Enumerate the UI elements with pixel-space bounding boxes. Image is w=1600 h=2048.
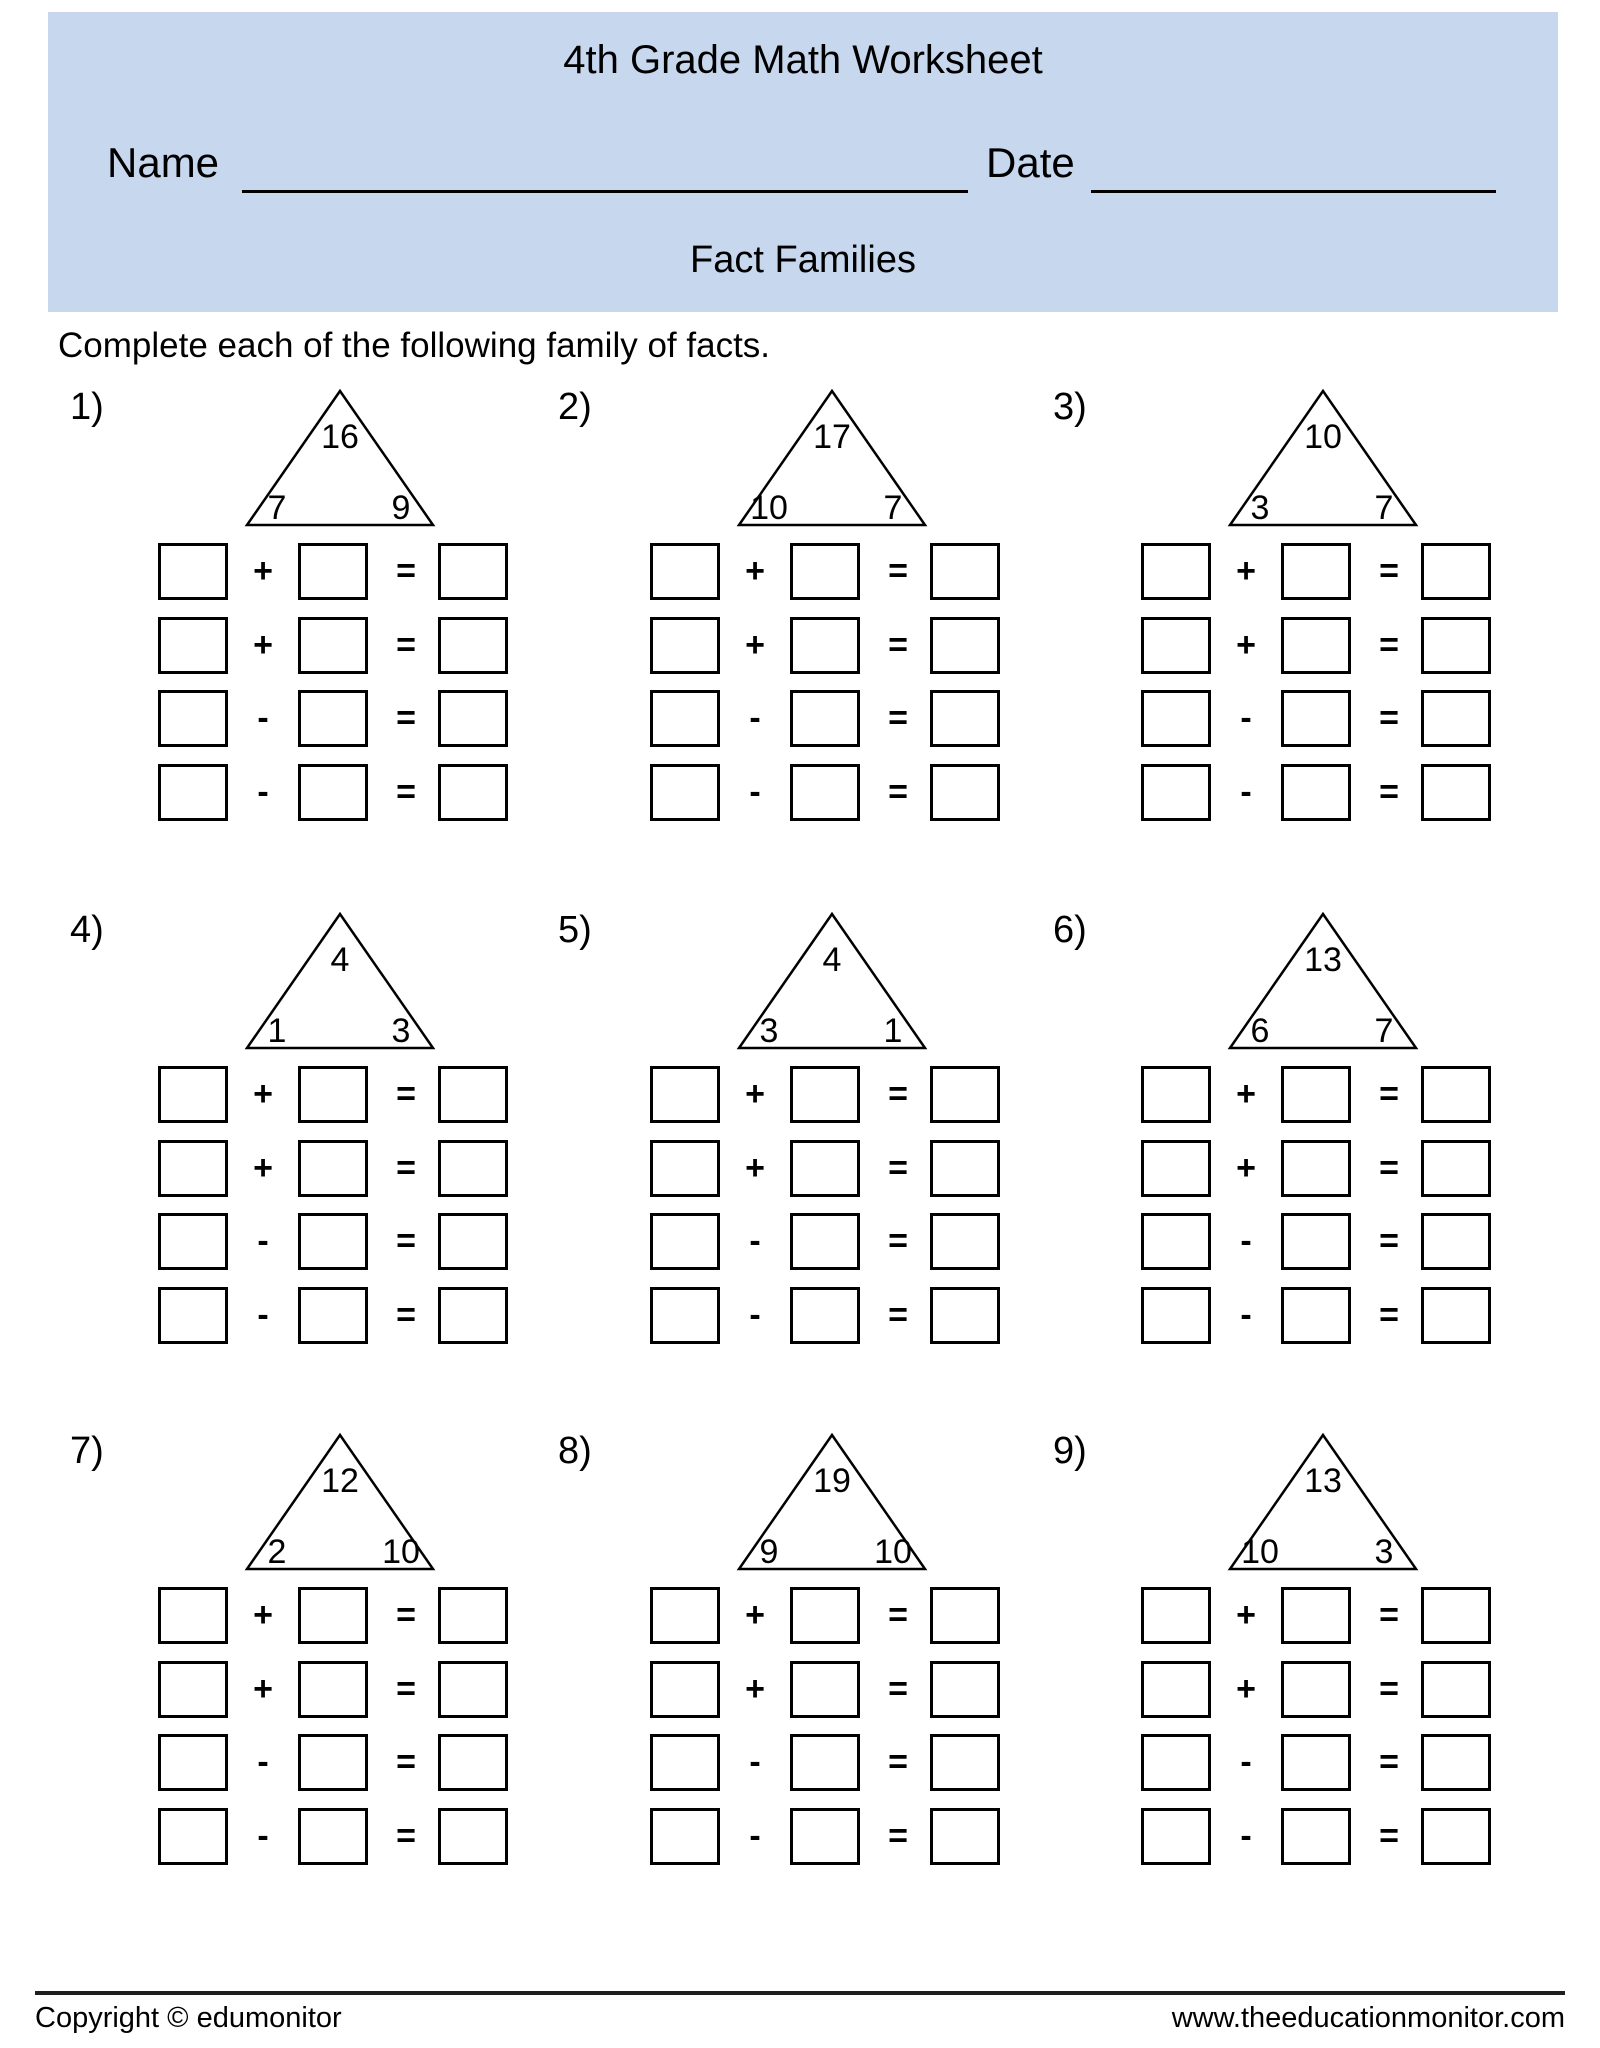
equation-row (650, 1287, 1002, 1344)
answer-box-first[interactable] (650, 617, 720, 674)
triangle-right-number: 10 (874, 1533, 912, 1571)
answer-box-result[interactable] (1421, 617, 1491, 674)
answer-box-result[interactable] (1421, 1287, 1491, 1344)
triangle-right-number: 7 (1374, 1012, 1394, 1050)
operator-sign: - (749, 699, 761, 737)
problem-block (1141, 1432, 1493, 1867)
equation-row (158, 1140, 510, 1197)
triangle-left-number: 1 (267, 1012, 287, 1050)
equation-row (158, 1287, 510, 1344)
answer-box-first[interactable] (1141, 1734, 1211, 1791)
answer-box-result[interactable] (930, 1066, 1000, 1123)
answer-box-result[interactable] (1421, 1140, 1491, 1197)
answer-box-result[interactable] (438, 764, 508, 821)
equation-row (650, 1808, 1002, 1865)
answer-box-second[interactable] (298, 1587, 368, 1644)
answer-box-second[interactable] (790, 543, 860, 600)
equation-row (158, 1213, 510, 1270)
operator-sign: + (1236, 552, 1256, 590)
answer-box-result[interactable] (930, 1140, 1000, 1197)
equals-sign: = (1379, 1149, 1399, 1187)
answer-box-result[interactable] (438, 1661, 508, 1718)
operator-sign: - (1240, 773, 1252, 811)
operator-sign: - (257, 1743, 269, 1781)
answer-box-first[interactable] (158, 1287, 228, 1344)
equation-row (1141, 764, 1493, 821)
triangle-right-number: 10 (382, 1533, 420, 1571)
equals-sign: = (396, 626, 416, 664)
answer-box-second[interactable] (790, 1734, 860, 1791)
equation-row (1141, 1213, 1493, 1270)
operator-sign: - (1240, 699, 1252, 737)
equals-sign: = (1379, 773, 1399, 811)
answer-box-result[interactable] (1421, 1808, 1491, 1865)
answer-box-first[interactable] (650, 1808, 720, 1865)
operator-sign: + (745, 626, 765, 664)
operator-sign: + (1236, 1670, 1256, 1708)
operator-sign: - (749, 773, 761, 811)
triangle-left-number: 9 (759, 1533, 779, 1571)
equation-row (650, 543, 1002, 600)
equals-sign: = (888, 1596, 908, 1634)
triangle-top-number: 10 (1304, 418, 1342, 456)
equation-row (650, 1140, 1002, 1197)
answer-box-second[interactable] (1281, 1140, 1351, 1197)
answer-box-result[interactable] (1421, 1587, 1491, 1644)
answer-box-second[interactable] (1281, 764, 1351, 821)
operator-sign: + (745, 1075, 765, 1113)
operator-sign: - (1240, 1296, 1252, 1334)
triangle-left-number: 3 (1250, 489, 1270, 527)
triangle-left-number: 2 (267, 1533, 287, 1571)
answer-box-second[interactable] (298, 1213, 368, 1270)
answer-box-second[interactable] (790, 1140, 860, 1197)
answer-box-first[interactable] (650, 1587, 720, 1644)
equals-sign: = (1379, 1075, 1399, 1113)
answer-box-first[interactable] (650, 1734, 720, 1791)
answer-box-result[interactable] (1421, 1213, 1491, 1270)
operator-sign: - (257, 699, 269, 737)
operator-sign: + (253, 1596, 273, 1634)
equals-sign: = (396, 699, 416, 737)
problem-label: 1) (70, 386, 104, 428)
equation-row (1141, 1066, 1493, 1123)
answer-box-second[interactable] (298, 1808, 368, 1865)
answer-box-result[interactable] (930, 543, 1000, 600)
answer-box-result[interactable] (930, 1587, 1000, 1644)
problem-label: 3) (1053, 386, 1087, 428)
operator-sign: - (749, 1817, 761, 1855)
answer-box-second[interactable] (790, 764, 860, 821)
equals-sign: = (1379, 626, 1399, 664)
operator-sign: + (1236, 1596, 1256, 1634)
operator-sign: + (253, 1149, 273, 1187)
answer-box-result[interactable] (438, 1587, 508, 1644)
answer-box-first[interactable] (1141, 1808, 1211, 1865)
problem-label: 6) (1053, 909, 1087, 951)
problem-label: 5) (558, 909, 592, 951)
answer-box-second[interactable] (298, 1140, 368, 1197)
name-blank-line[interactable] (242, 190, 968, 193)
answer-box-first[interactable] (158, 1808, 228, 1865)
answer-box-second[interactable] (298, 543, 368, 600)
triangle-left-number: 7 (267, 489, 287, 527)
answer-box-result[interactable] (930, 1808, 1000, 1865)
answer-box-result[interactable] (930, 1661, 1000, 1718)
footer-website: www.theeducationmonitor.com (1171, 2002, 1565, 2034)
answer-box-second[interactable] (790, 1587, 860, 1644)
problem-block (650, 1432, 1002, 1867)
answer-box-result[interactable] (930, 617, 1000, 674)
answer-box-first[interactable] (650, 1066, 720, 1123)
equation-row (1141, 1734, 1493, 1791)
problem-block (158, 388, 510, 823)
equals-sign: = (1379, 1596, 1399, 1634)
instruction-text: Complete each of the following family of facts. (58, 326, 771, 365)
answer-box-result[interactable] (930, 1734, 1000, 1791)
answer-box-result[interactable] (1421, 764, 1491, 821)
equals-sign: = (396, 1743, 416, 1781)
answer-box-first[interactable] (1141, 1661, 1211, 1718)
equation-row (158, 617, 510, 674)
answer-box-second[interactable] (298, 1734, 368, 1791)
answer-box-second[interactable] (790, 617, 860, 674)
answer-box-second[interactable] (1281, 543, 1351, 600)
equals-sign: = (888, 1222, 908, 1260)
equation-row (158, 1808, 510, 1865)
problem-label: 4) (70, 909, 104, 951)
equation-row (650, 617, 1002, 674)
answer-box-first[interactable] (158, 543, 228, 600)
triangle-top-number: 13 (1304, 1462, 1342, 1500)
equation-row (1141, 543, 1493, 600)
operator-sign: - (1240, 1222, 1252, 1260)
answer-box-first[interactable] (1141, 1140, 1211, 1197)
equals-sign: = (888, 1817, 908, 1855)
answer-box-result[interactable] (438, 1140, 508, 1197)
answer-box-second[interactable] (1281, 1066, 1351, 1123)
answer-box-result[interactable] (930, 1287, 1000, 1344)
operator-sign: + (745, 552, 765, 590)
operator-sign: + (253, 626, 273, 664)
answer-box-second[interactable] (790, 1066, 860, 1123)
equals-sign: = (396, 1817, 416, 1855)
triangle-top-number: 17 (813, 418, 851, 456)
triangle-left-number: 10 (1241, 1533, 1279, 1571)
equals-sign: = (1379, 1296, 1399, 1334)
equals-sign: = (888, 699, 908, 737)
operator-sign: + (1236, 1075, 1256, 1113)
operator-sign: - (749, 1296, 761, 1334)
operator-sign: - (749, 1222, 761, 1260)
footer-copyright: Copyright © edumonitor (35, 2002, 342, 2034)
answer-box-result[interactable] (438, 1808, 508, 1865)
equals-sign: = (888, 1075, 908, 1113)
operator-sign: - (749, 1743, 761, 1781)
equation-row (1141, 1661, 1493, 1718)
answer-box-second[interactable] (790, 1213, 860, 1270)
equation-row (158, 1661, 510, 1718)
answer-box-second[interactable] (790, 1661, 860, 1718)
answer-box-first[interactable] (650, 1661, 720, 1718)
equation-row (158, 1066, 510, 1123)
operator-sign: + (253, 552, 273, 590)
equals-sign: = (1379, 1817, 1399, 1855)
triangle-right-number: 9 (391, 489, 411, 527)
equation-row (158, 1587, 510, 1644)
equation-row (1141, 1587, 1493, 1644)
equals-sign: = (396, 1222, 416, 1260)
answer-box-first[interactable] (158, 690, 228, 747)
equals-sign: = (396, 1596, 416, 1634)
answer-box-second[interactable] (298, 1287, 368, 1344)
problem-label: 8) (558, 1430, 592, 1472)
answer-box-second[interactable] (1281, 1213, 1351, 1270)
triangle-right-number: 3 (391, 1012, 411, 1050)
answer-box-first[interactable] (158, 1587, 228, 1644)
operator-sign: + (745, 1596, 765, 1634)
equation-row (650, 1066, 1002, 1123)
problem-block (650, 388, 1002, 823)
answer-box-first[interactable] (650, 1140, 720, 1197)
operator-sign: - (1240, 1743, 1252, 1781)
triangle-top-number: 12 (321, 1462, 359, 1500)
equals-sign: = (1379, 1743, 1399, 1781)
answer-box-first[interactable] (650, 543, 720, 600)
operator-sign: - (257, 1296, 269, 1334)
equation-row (650, 1587, 1002, 1644)
answer-box-result[interactable] (438, 617, 508, 674)
equals-sign: = (1379, 1670, 1399, 1708)
triangle-top-number: 13 (1304, 941, 1342, 979)
answer-box-first[interactable] (158, 1661, 228, 1718)
answer-box-second[interactable] (1281, 1734, 1351, 1791)
operator-sign: + (253, 1075, 273, 1113)
answer-box-first[interactable] (650, 1287, 720, 1344)
operator-sign: - (257, 1222, 269, 1260)
equation-row (650, 1213, 1002, 1270)
equals-sign: = (888, 1670, 908, 1708)
answer-box-second[interactable] (1281, 1287, 1351, 1344)
answer-box-result[interactable] (438, 690, 508, 747)
problem-block (1141, 911, 1493, 1346)
problem-block (158, 1432, 510, 1867)
equals-sign: = (396, 552, 416, 590)
answer-box-result[interactable] (438, 1734, 508, 1791)
answer-box-second[interactable] (1281, 1808, 1351, 1865)
equation-row (1141, 1808, 1493, 1865)
equals-sign: = (396, 1296, 416, 1334)
equation-row (158, 1734, 510, 1791)
answer-box-result[interactable] (438, 1287, 508, 1344)
name-label: Name (107, 139, 220, 186)
answer-box-second[interactable] (1281, 1661, 1351, 1718)
equation-row (158, 543, 510, 600)
problem-block (158, 911, 510, 1346)
answer-box-first[interactable] (1141, 543, 1211, 600)
equation-row (650, 1734, 1002, 1791)
triangle-top-number: 19 (813, 1462, 851, 1500)
equation-row (158, 764, 510, 821)
problem-label: 2) (558, 386, 592, 428)
header-band (48, 12, 1558, 312)
answer-box-result[interactable] (930, 764, 1000, 821)
answer-box-first[interactable] (158, 1734, 228, 1791)
operator-sign: - (1240, 1817, 1252, 1855)
answer-box-first[interactable] (650, 764, 720, 821)
equals-sign: = (396, 773, 416, 811)
answer-box-first[interactable] (1141, 1587, 1211, 1644)
answer-box-first[interactable] (1141, 1287, 1211, 1344)
operator-sign: + (745, 1670, 765, 1708)
operator-sign: - (257, 1817, 269, 1855)
answer-box-second[interactable] (298, 690, 368, 747)
equation-row (650, 764, 1002, 821)
worksheet-subtitle: Fact Families (690, 239, 916, 281)
equation-row (650, 690, 1002, 747)
answer-box-result[interactable] (1421, 543, 1491, 600)
equation-row (1141, 1140, 1493, 1197)
answer-box-first[interactable] (158, 1213, 228, 1270)
operator-sign: + (1236, 1149, 1256, 1187)
answer-box-second[interactable] (1281, 617, 1351, 674)
answer-box-second[interactable] (790, 1287, 860, 1344)
operator-sign: + (745, 1149, 765, 1187)
answer-box-second[interactable] (790, 1808, 860, 1865)
equals-sign: = (888, 1743, 908, 1781)
answer-box-second[interactable] (1281, 690, 1351, 747)
answer-box-second[interactable] (298, 764, 368, 821)
equals-sign: = (396, 1149, 416, 1187)
answer-box-result[interactable] (930, 690, 1000, 747)
triangle-top-number: 4 (330, 941, 350, 979)
equals-sign: = (888, 1296, 908, 1334)
triangle-right-number: 7 (1374, 489, 1394, 527)
answer-box-first[interactable] (650, 690, 720, 747)
answer-box-result[interactable] (1421, 1661, 1491, 1718)
answer-box-first[interactable] (158, 617, 228, 674)
equals-sign: = (888, 626, 908, 664)
problem-block (1141, 388, 1493, 823)
problem-label: 7) (70, 1430, 104, 1472)
answer-box-result[interactable] (1421, 1066, 1491, 1123)
triangle-left-number: 3 (759, 1012, 779, 1050)
triangle-top-number: 16 (321, 418, 359, 456)
problem-label: 9) (1053, 1430, 1087, 1472)
answer-box-first[interactable] (1141, 617, 1211, 674)
operator-sign: - (257, 773, 269, 811)
answer-box-first[interactable] (650, 1213, 720, 1270)
triangle-top-number: 4 (822, 941, 842, 979)
answer-box-result[interactable] (438, 543, 508, 600)
equation-row (1141, 617, 1493, 674)
problem-block (650, 911, 1002, 1346)
answer-box-result[interactable] (438, 1066, 508, 1123)
equation-row (1141, 1287, 1493, 1344)
equals-sign: = (396, 1670, 416, 1708)
answer-box-result[interactable] (1421, 1734, 1491, 1791)
triangle-right-number: 7 (883, 489, 903, 527)
answer-box-second[interactable] (298, 1066, 368, 1123)
answer-box-first[interactable] (1141, 690, 1211, 747)
answer-box-second[interactable] (298, 617, 368, 674)
triangle-left-number: 10 (750, 489, 788, 527)
equation-row (158, 690, 510, 747)
answer-box-result[interactable] (930, 1213, 1000, 1270)
answer-box-second[interactable] (1281, 1587, 1351, 1644)
equals-sign: = (888, 773, 908, 811)
answer-box-result[interactable] (438, 1213, 508, 1270)
operator-sign: + (253, 1670, 273, 1708)
equation-row (1141, 690, 1493, 747)
equation-row (650, 1661, 1002, 1718)
date-blank-line[interactable] (1091, 190, 1496, 193)
answer-box-result[interactable] (1421, 690, 1491, 747)
page-title: 4th Grade Math Worksheet (563, 38, 1043, 82)
equals-sign: = (1379, 1222, 1399, 1260)
answer-box-first[interactable] (158, 1140, 228, 1197)
answer-box-second[interactable] (298, 1661, 368, 1718)
equals-sign: = (1379, 699, 1399, 737)
answer-box-second[interactable] (790, 690, 860, 747)
triangle-right-number: 1 (883, 1012, 903, 1050)
triangle-right-number: 3 (1374, 1533, 1394, 1571)
answer-box-first[interactable] (1141, 764, 1211, 821)
answer-box-first[interactable] (1141, 1213, 1211, 1270)
equals-sign: = (1379, 552, 1399, 590)
operator-sign: + (1236, 626, 1256, 664)
equals-sign: = (888, 552, 908, 590)
answer-box-first[interactable] (158, 1066, 228, 1123)
equals-sign: = (888, 1149, 908, 1187)
answer-box-first[interactable] (1141, 1066, 1211, 1123)
date-label: Date (986, 139, 1075, 186)
equals-sign: = (396, 1075, 416, 1113)
triangle-left-number: 6 (1250, 1012, 1270, 1050)
footer-divider (35, 1991, 1565, 1995)
answer-box-first[interactable] (158, 764, 228, 821)
